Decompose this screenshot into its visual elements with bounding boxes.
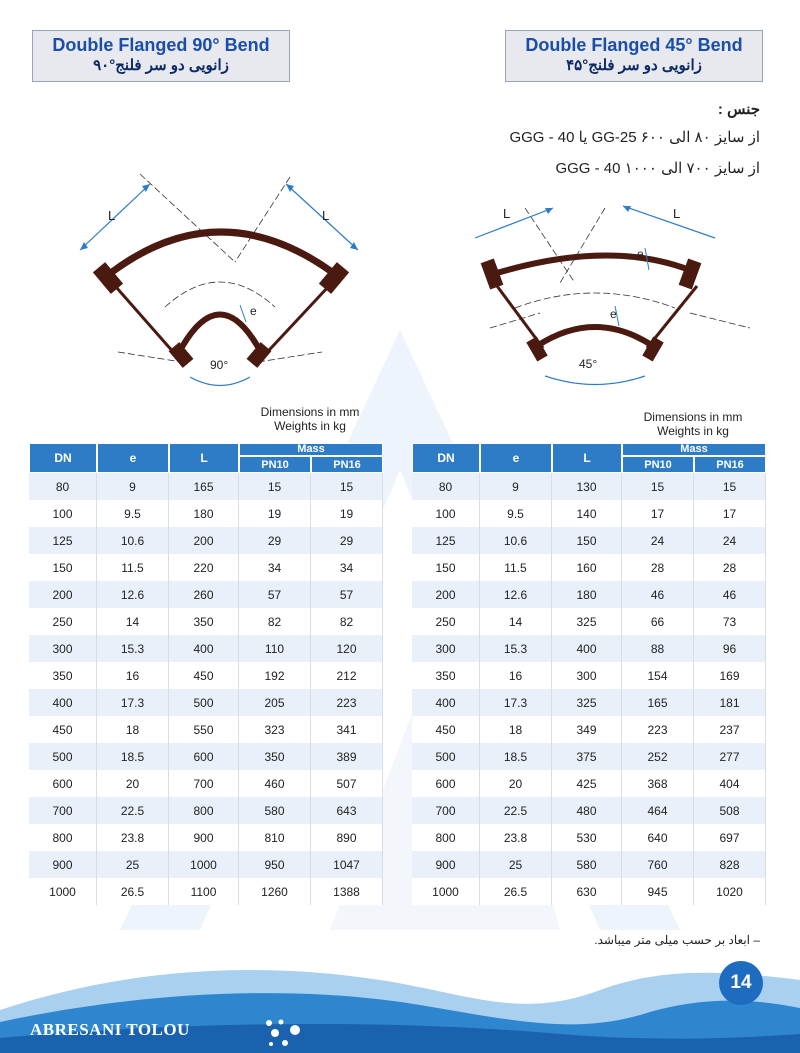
footnote: – ابعاد بر حسب میلی متر میباشد.: [594, 933, 760, 947]
cell-e: 23.8: [480, 824, 552, 851]
table-90-bend: [29, 443, 383, 905]
cell-e: 11.5: [97, 554, 169, 581]
units-dimensions: Dimensions in mm: [260, 405, 360, 419]
bend-45-l-right: L: [673, 206, 681, 221]
cell-e: 17.3: [480, 689, 552, 716]
title-45-fa: زانویی دو سر فلنج°۴۵: [566, 57, 702, 74]
cell-pn16: 697: [694, 824, 766, 851]
cell-dn: 100: [29, 500, 97, 527]
cell-pn10: 46: [622, 581, 694, 608]
cell-l: 550: [169, 716, 239, 743]
table-row: [412, 770, 766, 797]
cell-pn16: 17: [694, 500, 766, 527]
cell-e: 12.6: [97, 581, 169, 608]
cell-dn: 200: [29, 581, 97, 608]
table-45-bend: [412, 443, 766, 905]
bend-90-diagram: [70, 172, 370, 402]
table-row: [29, 527, 383, 554]
table-row: [412, 878, 766, 905]
cell-pn16: 223: [311, 689, 383, 716]
col-pn10: PN10: [622, 456, 694, 473]
cell-l: 300: [552, 662, 622, 689]
table-row: [29, 635, 383, 662]
cell-e: 9.5: [97, 500, 169, 527]
bend-90-angle: 90°: [210, 358, 229, 372]
brand-name: ABRESANI TOLOU: [30, 1020, 190, 1039]
cell-e: 20: [97, 770, 169, 797]
cell-pn10: 19: [239, 500, 311, 527]
cell-dn: 400: [412, 689, 480, 716]
cell-dn: 80: [412, 473, 480, 500]
cell-e: 25: [97, 851, 169, 878]
cell-pn10: 810: [239, 824, 311, 851]
cell-dn: 1000: [412, 878, 480, 905]
cell-dn: 600: [29, 770, 97, 797]
cell-pn16: 237: [694, 716, 766, 743]
cell-pn16: 29: [311, 527, 383, 554]
cell-pn16: 643: [311, 797, 383, 824]
title-90-en: Double Flanged 90° Bend: [52, 35, 270, 55]
table-row: [412, 500, 766, 527]
table-row: [29, 851, 383, 878]
cell-e: 26.5: [480, 878, 552, 905]
cell-pn16: 1388: [311, 878, 383, 905]
cell-dn: 300: [412, 635, 480, 662]
table-row: [412, 743, 766, 770]
col-l: L: [169, 443, 239, 473]
table-row: [29, 824, 383, 851]
cell-e: 18: [97, 716, 169, 743]
cell-dn: 1000: [29, 878, 97, 905]
table-row: [29, 473, 383, 500]
cell-l: 325: [552, 608, 622, 635]
cell-l: 140: [552, 500, 622, 527]
cell-pn16: 341: [311, 716, 383, 743]
cell-pn10: 945: [622, 878, 694, 905]
cell-dn: 500: [29, 743, 97, 770]
cell-pn16: 24: [694, 527, 766, 554]
brand-dots-icon: [263, 1017, 309, 1049]
cell-pn16: 19: [311, 500, 383, 527]
col-dn: DN: [412, 443, 480, 473]
table-row: [29, 608, 383, 635]
cell-pn10: 350: [239, 743, 311, 770]
cell-l: 130: [552, 473, 622, 500]
cell-dn: 700: [412, 797, 480, 824]
material-line-2: از سایز ۷۰۰ الی ۱۰۰۰ GGG - 40: [555, 160, 760, 177]
cell-dn: 250: [412, 608, 480, 635]
cell-pn10: 57: [239, 581, 311, 608]
cell-pn16: 15: [694, 473, 766, 500]
cell-e: 10.6: [480, 527, 552, 554]
table-row: [29, 662, 383, 689]
cell-pn16: 46: [694, 581, 766, 608]
col-e: e: [480, 443, 552, 473]
table-row: [412, 716, 766, 743]
cell-l: 260: [169, 581, 239, 608]
bend-90-e: e: [250, 304, 257, 318]
cell-pn10: 464: [622, 797, 694, 824]
bend-45-angle: 45°: [579, 357, 598, 371]
cell-e: 9: [480, 473, 552, 500]
cell-pn10: 223: [622, 716, 694, 743]
col-pn16: PN16: [694, 456, 766, 473]
cell-e: 9.5: [480, 500, 552, 527]
cell-pn10: 252: [622, 743, 694, 770]
cell-e: 15.3: [97, 635, 169, 662]
cell-dn: 900: [412, 851, 480, 878]
cell-e: 14: [97, 608, 169, 635]
cell-pn16: 890: [311, 824, 383, 851]
cell-pn16: 34: [311, 554, 383, 581]
table-row: [412, 527, 766, 554]
cell-pn10: 34: [239, 554, 311, 581]
cell-pn10: 460: [239, 770, 311, 797]
cell-e: 12.6: [480, 581, 552, 608]
cell-pn16: 120: [311, 635, 383, 662]
cell-dn: 900: [29, 851, 97, 878]
cell-e: 18.5: [480, 743, 552, 770]
cell-e: 18.5: [97, 743, 169, 770]
table-row: [412, 689, 766, 716]
table-row: [412, 608, 766, 635]
cell-l: 600: [169, 743, 239, 770]
cell-l: 180: [169, 500, 239, 527]
cell-pn10: 15: [239, 473, 311, 500]
cell-l: 375: [552, 743, 622, 770]
cell-pn10: 28: [622, 554, 694, 581]
units-dimensions: Dimensions in mm: [643, 410, 743, 424]
units-note-left: [245, 405, 375, 433]
cell-l: 450: [169, 662, 239, 689]
cell-dn: 250: [29, 608, 97, 635]
cell-dn: 400: [29, 689, 97, 716]
table-row: [412, 581, 766, 608]
cell-dn: 800: [412, 824, 480, 851]
cell-pn10: 760: [622, 851, 694, 878]
cell-e: 15.3: [480, 635, 552, 662]
cell-l: 480: [552, 797, 622, 824]
cell-pn10: 205: [239, 689, 311, 716]
cell-l: 160: [552, 554, 622, 581]
title-45-en: Double Flanged 45° Bend: [525, 35, 743, 55]
cell-pn10: 323: [239, 716, 311, 743]
cell-e: 22.5: [480, 797, 552, 824]
cell-e: 17.3: [97, 689, 169, 716]
cell-l: 500: [169, 689, 239, 716]
bend-45-l-left: L: [503, 206, 511, 221]
cell-pn10: 580: [239, 797, 311, 824]
cell-e: 22.5: [97, 797, 169, 824]
table-row: [29, 797, 383, 824]
col-l: L: [552, 443, 622, 473]
cell-pn16: 212: [311, 662, 383, 689]
cell-l: 425: [552, 770, 622, 797]
cell-pn10: 110: [239, 635, 311, 662]
cell-pn16: 1047: [311, 851, 383, 878]
table-row: [412, 797, 766, 824]
cell-l: 200: [169, 527, 239, 554]
cell-pn16: 96: [694, 635, 766, 662]
cell-pn16: 15: [311, 473, 383, 500]
cell-e: 20: [480, 770, 552, 797]
cell-l: 580: [552, 851, 622, 878]
cell-pn10: 640: [622, 824, 694, 851]
cell-e: 16: [480, 662, 552, 689]
cell-dn: 300: [29, 635, 97, 662]
table-row: [29, 581, 383, 608]
cell-pn10: 66: [622, 608, 694, 635]
cell-pn16: 389: [311, 743, 383, 770]
cell-pn10: 24: [622, 527, 694, 554]
cell-e: 26.5: [97, 878, 169, 905]
table-row: [29, 689, 383, 716]
cell-l: 800: [169, 797, 239, 824]
col-e: e: [97, 443, 169, 473]
cell-dn: 600: [412, 770, 480, 797]
cell-dn: 500: [412, 743, 480, 770]
cell-dn: 350: [29, 662, 97, 689]
units-note-right: [628, 410, 758, 438]
table-row: [412, 635, 766, 662]
col-pn10: PN10: [239, 456, 311, 473]
cell-l: 150: [552, 527, 622, 554]
cell-dn: 125: [29, 527, 97, 554]
units-weights: Weights in kg: [657, 424, 729, 438]
cell-pn10: 15: [622, 473, 694, 500]
cell-pn10: 82: [239, 608, 311, 635]
cell-e: 18: [480, 716, 552, 743]
table-row: [412, 824, 766, 851]
cell-pn16: 73: [694, 608, 766, 635]
cell-e: 16: [97, 662, 169, 689]
table-row: [412, 554, 766, 581]
table-row: [29, 770, 383, 797]
cell-pn16: 828: [694, 851, 766, 878]
cell-pn10: 1260: [239, 878, 311, 905]
cell-pn16: 82: [311, 608, 383, 635]
cell-pn16: 169: [694, 662, 766, 689]
title-90-fa: زانویی دو سر فلنج°۹۰: [93, 57, 229, 74]
cell-dn: 80: [29, 473, 97, 500]
cell-pn10: 154: [622, 662, 694, 689]
material-spec: [509, 98, 760, 184]
cell-l: 630: [552, 878, 622, 905]
cell-pn16: 1020: [694, 878, 766, 905]
cell-l: 325: [552, 689, 622, 716]
table-row: [412, 473, 766, 500]
cell-dn: 200: [412, 581, 480, 608]
cell-dn: 450: [412, 716, 480, 743]
cell-l: 1100: [169, 878, 239, 905]
cell-l: 900: [169, 824, 239, 851]
cell-l: 400: [169, 635, 239, 662]
cell-e: 23.8: [97, 824, 169, 851]
col-mass: Mass: [239, 443, 383, 456]
cell-l: 400: [552, 635, 622, 662]
table-row: [29, 554, 383, 581]
table-row: [29, 743, 383, 770]
cell-l: 700: [169, 770, 239, 797]
material-line-1: از سایز ۸۰ الی ۶۰۰ GG-25 یا GGG - 40: [509, 129, 760, 146]
cell-l: 350: [169, 608, 239, 635]
cell-pn16: 404: [694, 770, 766, 797]
cell-pn10: 88: [622, 635, 694, 662]
cell-dn: 450: [29, 716, 97, 743]
cell-l: 349: [552, 716, 622, 743]
cell-pn10: 368: [622, 770, 694, 797]
cell-l: 1000: [169, 851, 239, 878]
cell-e: 25: [480, 851, 552, 878]
cell-dn: 350: [412, 662, 480, 689]
cell-e: 10.6: [97, 527, 169, 554]
table-row: [29, 716, 383, 743]
title-90-bend: [32, 30, 290, 82]
col-mass: Mass: [622, 443, 766, 456]
cell-pn16: 277: [694, 743, 766, 770]
title-45-bend: [505, 30, 763, 82]
material-heading: جنس :: [717, 101, 760, 118]
table-row: [412, 851, 766, 878]
bend-90-l-right: L: [322, 208, 330, 223]
units-weights: Weights in kg: [274, 419, 346, 433]
cell-pn16: 508: [694, 797, 766, 824]
page-number: 14: [719, 961, 763, 1005]
cell-pn10: 17: [622, 500, 694, 527]
cell-dn: 150: [29, 554, 97, 581]
cell-l: 180: [552, 581, 622, 608]
cell-pn10: 165: [622, 689, 694, 716]
bend-90-l-left: L: [108, 208, 116, 223]
cell-pn10: 950: [239, 851, 311, 878]
bend-45-e-outer: e: [637, 247, 644, 261]
cell-pn10: 192: [239, 662, 311, 689]
cell-e: 9: [97, 473, 169, 500]
bend-45-e-inner: e: [610, 307, 617, 321]
cell-l: 530: [552, 824, 622, 851]
cell-l: 165: [169, 473, 239, 500]
table-row: [412, 662, 766, 689]
bend-45-diagram: [465, 198, 775, 403]
cell-pn16: 181: [694, 689, 766, 716]
cell-dn: 150: [412, 554, 480, 581]
cell-e: 14: [480, 608, 552, 635]
cell-pn10: 29: [239, 527, 311, 554]
cell-pn16: 28: [694, 554, 766, 581]
col-dn: DN: [29, 443, 97, 473]
cell-dn: 100: [412, 500, 480, 527]
table-row: [29, 500, 383, 527]
cell-e: 11.5: [480, 554, 552, 581]
table-row: [29, 878, 383, 905]
cell-dn: 125: [412, 527, 480, 554]
cell-pn16: 507: [311, 770, 383, 797]
cell-dn: 700: [29, 797, 97, 824]
cell-pn16: 57: [311, 581, 383, 608]
col-pn16: PN16: [311, 456, 383, 473]
cell-l: 220: [169, 554, 239, 581]
cell-dn: 800: [29, 824, 97, 851]
